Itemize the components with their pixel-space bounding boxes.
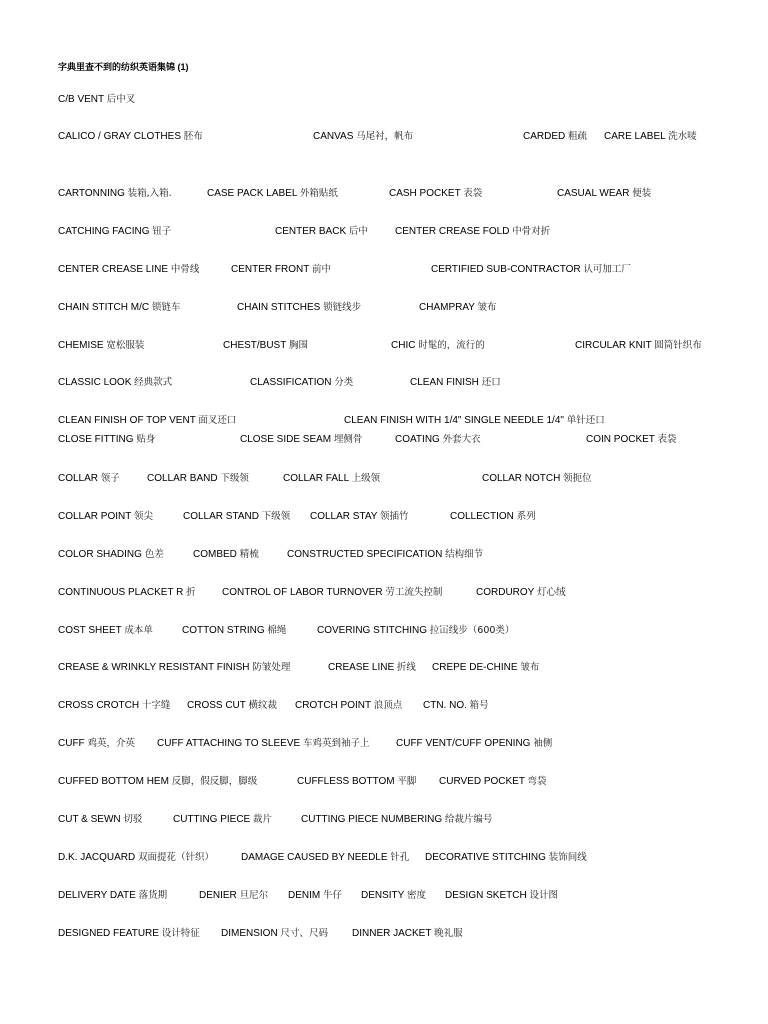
glossary-line (0, 775, 768, 789)
term-english: DENIER (199, 890, 237, 901)
glossary-term (557, 187, 651, 201)
term-chinese: 经典款式 (134, 377, 173, 388)
glossary-term (395, 433, 481, 447)
glossary-term (58, 263, 199, 277)
term-english: COIN POCKET (586, 434, 655, 445)
glossary-term (432, 661, 539, 675)
term-chinese: 马尾衬，帆布 (356, 131, 414, 142)
term-chinese: 防皱处理 (252, 662, 291, 673)
glossary-term (58, 548, 164, 562)
term-chinese: 十字缝 (141, 700, 171, 711)
term-chinese: 精梳 (239, 549, 259, 560)
term-chinese: 鸡英，介英 (87, 738, 135, 749)
term-chinese: 棉绳 (267, 625, 287, 636)
term-english: CIRCULAR KNIT (575, 340, 652, 351)
glossary-term (275, 225, 368, 239)
term-chinese: 装饰间线 (548, 852, 587, 863)
term-chinese: 针孔 (390, 852, 410, 863)
term-chinese: 钮子 (152, 226, 172, 237)
term-chinese: 车鸡英到袖子上 (302, 738, 370, 749)
term-english: DIMENSION (221, 928, 278, 939)
glossary-term (231, 263, 331, 277)
glossary-term (287, 548, 483, 562)
glossary-term (58, 927, 200, 941)
term-chinese: 袖侧 (533, 738, 553, 749)
term-english: COMBED (193, 549, 237, 560)
term-english: COST SHEET (58, 625, 122, 636)
glossary-term (396, 737, 552, 751)
term-english: DINNER JACKET (352, 928, 432, 939)
glossary-term (423, 699, 489, 713)
term-english: CUTTING PIECE NUMBERING (301, 814, 443, 825)
term-english: COLLAR NOTCH (482, 473, 561, 484)
term-english: CENTER CREASE FOLD (395, 226, 510, 237)
glossary-term (223, 339, 308, 353)
glossary-term (58, 187, 172, 201)
glossary-term (193, 548, 259, 562)
glossary-term (313, 130, 413, 144)
term-chinese: 下级领 (261, 511, 291, 522)
glossary-term (58, 339, 144, 353)
glossary-term (297, 775, 416, 789)
term-chinese: 锁链线步 (323, 302, 362, 313)
term-english: CLASSIC LOOK (58, 377, 132, 388)
glossary-line (0, 510, 768, 524)
term-english: CLEAN FINISH OF TOP VENT (58, 415, 196, 426)
term-chinese: 认可加工厂 (583, 264, 631, 275)
term-chinese: 外箱贴纸 (299, 188, 338, 199)
glossary-term (58, 586, 196, 600)
term-english: D.K. JACQUARD (58, 852, 136, 863)
glossary-term (301, 813, 492, 827)
term-english: COVERING STITCHING (317, 625, 428, 636)
term-english: CHAIN STITCHES (237, 302, 321, 313)
glossary-line (0, 586, 768, 600)
term-english: CUFF ATTACHING TO SLEEVE (157, 738, 301, 749)
glossary-term (58, 851, 214, 865)
glossary-line (0, 301, 768, 315)
term-english: COLLAR STAY (310, 511, 378, 522)
term-english: CUFF VENT/CUFF OPENING (396, 738, 531, 749)
term-chinese: 领插竹 (380, 511, 409, 522)
term-chinese: 劳工流失控制 (385, 587, 443, 598)
term-english: COLLAR POINT (58, 511, 132, 522)
term-chinese: 横纹裁 (248, 700, 278, 711)
term-english: CHIC (391, 340, 416, 351)
term-chinese: 领子 (100, 473, 120, 484)
term-chinese: 分类 (334, 377, 354, 388)
term-chinese: 给裁片编号 (444, 814, 493, 825)
term-chinese: 折 (186, 587, 196, 598)
glossary-term (58, 699, 170, 713)
glossary-line (0, 624, 768, 638)
glossary-term (476, 586, 565, 600)
glossary-term (344, 414, 605, 428)
term-english: CASE PACK LABEL (207, 188, 298, 199)
term-chinese: 中骨线 (170, 264, 200, 275)
term-chinese: 埋侧骨 (333, 434, 363, 445)
glossary-term (147, 472, 249, 486)
glossary-term (604, 130, 697, 144)
glossary-term (173, 813, 272, 827)
glossary-term (523, 130, 587, 144)
term-chinese: 弯袋 (527, 776, 547, 787)
term-english: CHAIN STITCH M/C (58, 302, 150, 313)
term-chinese: 箱号 (469, 700, 489, 711)
glossary-term (58, 510, 153, 524)
glossary-term (352, 927, 463, 941)
term-english: CASH POCKET (389, 188, 461, 199)
glossary-term (283, 472, 380, 486)
glossary-term (157, 737, 369, 751)
glossary-term (250, 376, 353, 390)
glossary-line (0, 263, 768, 277)
term-english: DELIVERY DATE (58, 890, 136, 901)
glossary-line (0, 737, 768, 751)
term-chinese: 系列 (516, 511, 536, 522)
glossary-term (241, 851, 409, 865)
glossary-term (482, 472, 592, 486)
glossary-term (450, 510, 536, 524)
term-chinese: 设计特征 (161, 928, 200, 939)
term-chinese: 表袋 (463, 188, 483, 199)
term-english: CUFF (58, 738, 85, 749)
glossary-term (199, 889, 268, 903)
glossary-term (58, 301, 180, 315)
term-english: CROTCH POINT (295, 700, 371, 711)
term-chinese: 色差 (144, 549, 164, 560)
term-english: CONTROL OF LABOR TURNOVER (222, 587, 383, 598)
term-english: COLLAR FALL (283, 473, 349, 484)
glossary-term (439, 775, 547, 789)
glossary-term (221, 927, 328, 941)
term-english: CURVED POCKET (439, 776, 525, 787)
term-chinese: 单针还口 (566, 415, 605, 426)
term-chinese: 皱布 (520, 662, 540, 673)
glossary-line (0, 93, 768, 107)
glossary-term (419, 301, 497, 315)
term-chinese: 成本单 (124, 625, 153, 636)
term-chinese: 下级领 (220, 473, 249, 484)
term-chinese: 领扼位 (563, 473, 592, 484)
term-chinese: 裁片 (253, 814, 273, 825)
glossary-line (0, 187, 768, 201)
glossary-line (0, 699, 768, 713)
term-english: CUT & SEWN (58, 814, 121, 825)
term-english: CUTTING PIECE (173, 814, 251, 825)
glossary-term (310, 510, 409, 524)
glossary-term (58, 661, 290, 675)
term-chinese: 双面提花（针织） (138, 852, 215, 863)
glossary-term (222, 586, 442, 600)
glossary-line (0, 472, 768, 486)
glossary-term (431, 263, 631, 277)
term-chinese: 宽松服装 (106, 340, 145, 351)
glossary-line (0, 548, 768, 562)
term-english: CREASE LINE (328, 662, 395, 673)
term-english: CARTONNING (58, 188, 125, 199)
term-english: CENTER CREASE LINE (58, 264, 169, 275)
term-english: DAMAGE CAUSED BY NEEDLE (241, 852, 388, 863)
term-chinese: 前中 (311, 264, 331, 275)
glossary-term (58, 775, 257, 789)
term-english: DENIM (288, 890, 321, 901)
term-chinese: 旦尼尔 (239, 890, 269, 901)
term-chinese: 反脚，假反脚，脚级 (171, 776, 258, 787)
glossary-term (58, 624, 153, 638)
glossary-line (0, 376, 768, 390)
term-chinese: 中骨对折 (512, 226, 551, 237)
term-english: CENTER BACK (275, 226, 347, 237)
term-chinese: 时髦的，流行的 (418, 340, 485, 351)
term-english: CREASE & WRINKLY RESISTANT FINISH (58, 662, 250, 673)
term-chinese: 洗水唛 (668, 131, 697, 142)
glossary-line (0, 813, 768, 827)
term-english: CERTIFIED SUB-CONTRACTOR (431, 264, 581, 275)
term-chinese: 面叉还口 (198, 415, 237, 426)
glossary-term (295, 699, 402, 713)
term-chinese: 胚布 (183, 131, 203, 142)
glossary-term (328, 661, 416, 675)
glossary-term (361, 889, 426, 903)
term-english: CENTER FRONT (231, 264, 310, 275)
glossary-term (425, 851, 587, 865)
term-chinese: 切驳 (123, 814, 143, 825)
glossary-term (445, 889, 558, 903)
term-english: CANVAS (313, 131, 354, 142)
term-english: CROSS CUT (187, 700, 246, 711)
term-english: CLEAN FINISH (410, 377, 479, 388)
glossary-term (58, 376, 172, 390)
term-english: CHEMISE (58, 340, 104, 351)
term-chinese: 晚礼服 (434, 928, 463, 939)
term-english: CROSS CROTCH (58, 700, 140, 711)
term-chinese: 还口 (481, 377, 501, 388)
term-english: COLLAR BAND (147, 473, 218, 484)
glossary-line (0, 414, 768, 428)
glossary-term (58, 225, 171, 239)
glossary-term (207, 187, 338, 201)
glossary-line (0, 851, 768, 865)
glossary-term (237, 301, 361, 315)
term-english: COTTON STRING (182, 625, 265, 636)
term-english: CALICO / GRAY CLOTHES (58, 131, 181, 142)
glossary-term (58, 889, 167, 903)
term-english: COLOR SHADING (58, 549, 142, 560)
term-english: CARE LABEL (604, 131, 666, 142)
term-chinese: 装箱,入箱. (127, 188, 172, 199)
glossary-term (58, 93, 135, 107)
glossary-term (182, 624, 286, 638)
term-english: CLEAN FINISH WITH 1/4" SINGLE NEEDLE 1/4" (344, 415, 564, 426)
glossary-term (240, 433, 362, 447)
term-english: CATCHING FACING (58, 226, 150, 237)
term-chinese: 牛仔 (323, 890, 343, 901)
term-english: CTN. NO. (423, 700, 467, 711)
term-chinese: 圆筒针织布 (654, 340, 702, 351)
term-english: DESIGN SKETCH (445, 890, 527, 901)
term-english: DECORATIVE STITCHING (425, 852, 546, 863)
term-english: CONSTRUCTED SPECIFICATION (287, 549, 443, 560)
term-chinese: 粗疏 (568, 131, 588, 142)
page-title: 字典里查不到的纺织英语集锦 (1) (58, 62, 189, 72)
glossary-line (0, 927, 768, 941)
term-chinese: 皱布 (477, 302, 497, 313)
term-english: COATING (395, 434, 440, 445)
term-chinese: 落货期 (138, 890, 168, 901)
term-english: CLASSIFICATION (250, 377, 332, 388)
glossary-term (410, 376, 501, 390)
term-english: COLLAR STAND (183, 511, 259, 522)
term-chinese: 便装 (632, 188, 652, 199)
term-english: DENSITY (361, 890, 405, 901)
glossary-line (0, 661, 768, 675)
term-english: CORDUROY (476, 587, 535, 598)
term-english: COLLECTION (450, 511, 514, 522)
glossary-line (0, 225, 768, 239)
term-english: DESIGNED FEATURE (58, 928, 159, 939)
glossary-line (0, 130, 768, 144)
glossary-term (586, 433, 677, 447)
glossary-term (317, 624, 514, 638)
term-chinese: 灯心绒 (536, 587, 566, 598)
term-chinese: 胸围 (288, 340, 308, 351)
term-english: CLOSE FITTING (58, 434, 134, 445)
glossary-term (58, 472, 120, 486)
glossary-term (58, 414, 236, 428)
term-chinese: 尺寸、尺码 (280, 928, 328, 939)
term-chinese: 外套大衣 (442, 434, 481, 445)
term-english: COLLAR (58, 473, 99, 484)
term-chinese: 后中 (348, 226, 368, 237)
term-chinese: 拉冚线步（600类） (429, 625, 515, 636)
term-english: CONTINUOUS PLACKET R (58, 587, 184, 598)
glossary-term (58, 130, 203, 144)
term-chinese: 结构细节 (445, 549, 484, 560)
glossary-term (187, 699, 277, 713)
term-english: CHEST/BUST (223, 340, 287, 351)
term-chinese: 领尖 (133, 511, 153, 522)
glossary-term (288, 889, 342, 903)
term-english: CREPE DE-CHINE (432, 662, 518, 673)
term-chinese: 折线 (396, 662, 416, 673)
term-chinese: 平脚 (397, 776, 417, 787)
term-english: CASUAL WEAR (557, 188, 630, 199)
glossary-line (0, 889, 768, 903)
glossary-term (183, 510, 290, 524)
term-chinese: 密度 (406, 890, 426, 901)
term-english: C/B VENT (58, 94, 104, 105)
glossary-line (0, 433, 768, 447)
term-english: CUFFLESS BOTTOM (297, 776, 395, 787)
term-english: CLOSE SIDE SEAM (240, 434, 332, 445)
glossary-term (395, 225, 550, 239)
term-chinese: 设计图 (529, 890, 558, 901)
glossary-term (391, 339, 485, 353)
term-chinese: 浪顶点 (373, 700, 403, 711)
glossary-term (575, 339, 702, 353)
term-chinese: 后中叉 (106, 94, 136, 105)
term-english: CUFFED BOTTOM HEM (58, 776, 169, 787)
term-chinese: 表袋 (657, 434, 677, 445)
term-chinese: 上级领 (351, 473, 381, 484)
term-chinese: 锁链车 (151, 302, 181, 313)
term-english: CHAMPRAY (419, 302, 475, 313)
term-english: CARDED (523, 131, 566, 142)
term-chinese: 贴身 (136, 434, 156, 445)
glossary-term (58, 433, 155, 447)
glossary-term (58, 737, 135, 751)
glossary-line (0, 339, 768, 353)
glossary-term (58, 813, 142, 827)
glossary-term (389, 187, 482, 201)
